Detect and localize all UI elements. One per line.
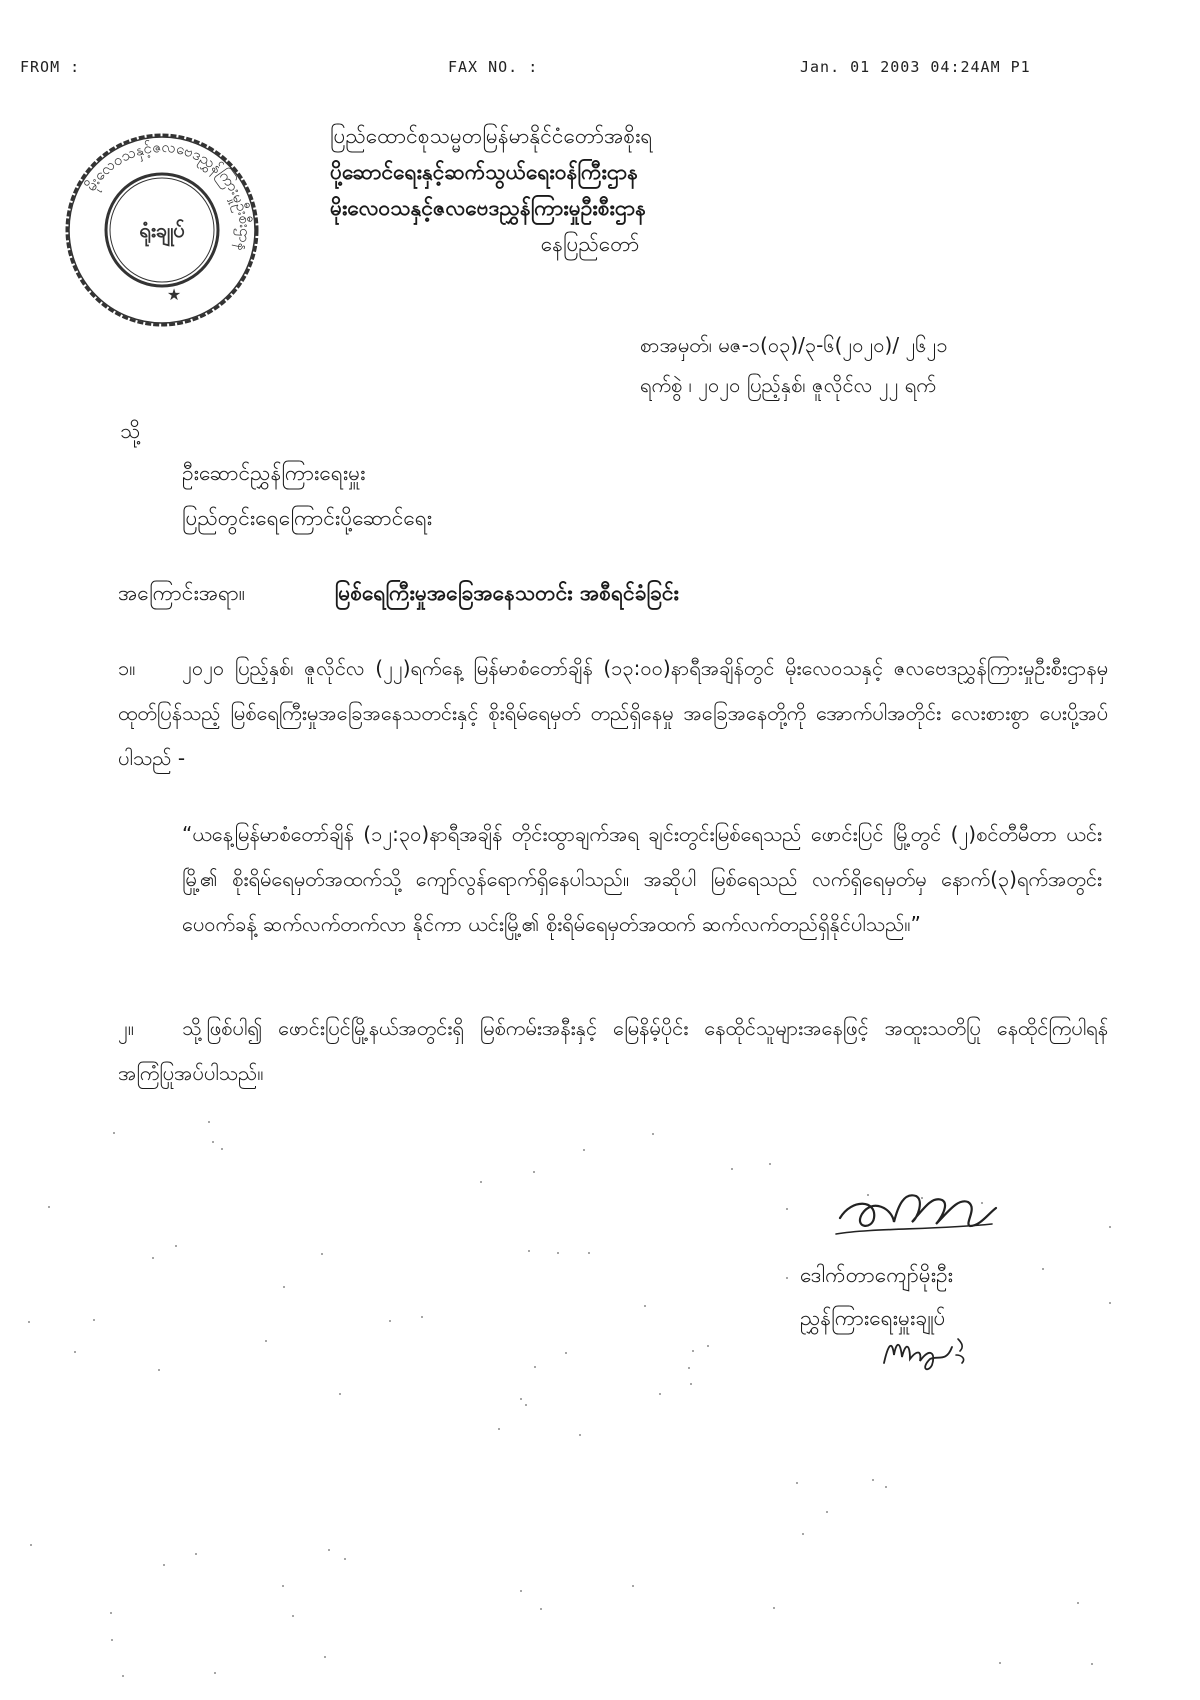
scan-speck [389,1320,391,1322]
scan-speck [195,1553,197,1555]
paragraph-1-number: ၁။ [118,656,136,680]
scan-speck [652,1133,654,1135]
scan-speck [48,1206,50,1208]
scan-speck [534,1366,536,1368]
scan-speck [111,1639,113,1641]
scan-speck [885,1486,887,1488]
scan-speck [999,1662,1001,1664]
scan-speck [208,1121,210,1123]
scan-speck [773,1607,775,1609]
scan-speck [324,1656,326,1658]
scan-speck [1042,1268,1044,1270]
scan-speck [533,1171,535,1173]
paragraph-2-text: သို့ဖြစ်ပါ၍ ဖောင်းပြင်မြို့နယ်အတွင်းရှိ မြစ်ကမ်းအနီးနှင့် မြေနိမ့်ပိုင်း နေထိုင်သူများအနေဖြင့် အထူးသတိပြု နေထိုင်ကြပါရန် အကြံပြုအပ်ပါသည်။ [118,1016,1108,1085]
scan-speck [786,1277,788,1279]
scan-speck [93,1319,95,1321]
scan-speck [110,1612,112,1614]
scan-speck [520,1590,522,1592]
scan-speck [163,1564,165,1566]
scan-speck [28,1321,30,1323]
subject-line [118,580,679,611]
scan-speck [981,1202,983,1204]
handwritten-initials-icon [880,1325,970,1375]
scan-speck [557,1252,559,1254]
scan-speck [421,1316,423,1318]
scan-speck [690,1383,692,1385]
scan-speck [867,1194,869,1196]
scan-speck [731,1168,733,1170]
scan-speck [921,1197,923,1199]
scan-speck [659,1393,661,1395]
scan-speck [1091,1663,1093,1665]
signatory-name: ဒေါက်တာကျော်မိုးဦး [800,1263,954,1287]
scan-speck [1077,1602,1079,1604]
scan-speck [540,1608,542,1610]
signature-icon [832,1178,1002,1248]
seal-star-icon: ★ [166,285,182,304]
scan-speck [583,1149,585,1151]
scan-speck [214,1672,216,1674]
scan-speck [707,1345,709,1347]
fax-from-label: FROM : [20,58,81,76]
subject-text: မြစ်ရေကြီးမှုအခြေအနေသတင်း အစီရင်ခံခြင်း [334,581,679,605]
scan-speck [528,1250,530,1252]
fax-date-page: Jan. 01 2003 04:24AM P1 [800,58,1031,76]
scan-speck [265,1340,267,1342]
scan-speck [644,1305,646,1307]
scan-speck [565,1352,567,1354]
recipient-title: ဦးဆောင်ညွှန်ကြားရေးမှူး [182,461,366,485]
paragraph-1-text: ၂၀၂၀ ပြည့်နှစ်၊ ဇူလိုင်လ (၂၂)ရက်နေ့ မြန်မာစံတော်ချိန် (၁၃:၀၀)နာရီအချိန်တွင် မိုးလေဝသနှင့် ဇလဗေဒညွှန်ကြားမှုဦးစီးဌာနမှ ထုတ်ပြန်သည့် မြစ်ရေကြီးမှုအခြေအနေသတင်းနှင့် စိုးရိမ်ရေမှတ် တည်ရှိနေမှု အခြေအနေတို့ကို အောက်ပါအတိုင်း လေးစားစွာ ပေးပို့အပ်ပါသည် - [118,656,1108,770]
seal-ring-text: မိုးလေဝသနှင့်ဇလဗေဒညွှန်ကြားမှုဦးစီးဌာန [81,137,255,254]
paragraph-2-number: ၂။ [118,1016,134,1040]
scan-speck [321,1253,323,1255]
scan-speck [769,1163,771,1165]
scan-speck [802,1533,804,1535]
scan-speck [872,1479,874,1481]
letterhead-department: မိုးလေဝသနှင့်ဇလဗေဒညွှန်ကြားမှုဦးစီးဌာန [330,196,647,220]
scan-speck [175,1245,177,1247]
signatory-title: ညွှန်ကြားရေးမှူးချုပ် [800,1306,946,1330]
scan-speck [632,1585,634,1587]
scan-speck [221,1148,223,1150]
scan-speck [113,1132,115,1134]
scan-speck [498,1428,500,1430]
scan-speck [30,1544,32,1546]
scan-speck [520,1398,522,1400]
scan-speck [588,1252,590,1254]
scan-speck [796,1482,798,1484]
letter-number: စာအမှတ်၊ မဇ-၁(၀၃)/၃-၆(၂၀၂၀)/ ၂၆၂၁ [640,333,948,357]
letterhead-ministry: ပို့ဆောင်ရေးနှင့်ဆက်သွယ်ရေးဝန်ကြီးဌာန [330,160,638,184]
scan-speck [212,1141,214,1143]
scan-speck [786,1208,788,1210]
letter-date: ရက်စွဲ ၊ ၂၀၂၀ ပြည့်နှစ်၊ ဇူလိုင်လ ၂၂ ရက် [640,373,936,397]
letterhead [330,118,890,262]
paragraph-2 [118,1006,1108,1096]
scan-speck [158,1369,160,1371]
fax-number-label: FAX NO. : [448,58,539,76]
scan-speck [74,1351,76,1353]
scan-speck [282,1585,284,1587]
scan-speck [525,1404,527,1406]
scan-speck [579,1434,581,1436]
recipient-to-label: သို့ [120,419,141,443]
scan-speck [1109,1226,1111,1228]
subject-label: အကြောင်းအရာ။ [118,581,246,605]
scan-speck [480,1181,482,1183]
recipient-organization: ပြည်တွင်းရေကြောင်းပို့ဆောင်ရေး [182,506,433,530]
paragraph-1 [118,646,1108,781]
scan-speck [826,1511,828,1513]
scan-speck [692,1350,694,1352]
seal-center-text: ရုံးချုပ် [139,218,185,242]
scan-speck [344,1558,346,1560]
letterhead-city: နေပြည်တော် [540,232,640,256]
scan-speck [283,1286,285,1288]
scan-speck [688,1367,690,1369]
letterhead-government: ပြည်ထောင်စုသမ္မတမြန်မာနိုင်ငံတော်အစိုးရ [330,124,653,148]
scan-speck [122,1675,124,1677]
scan-speck [292,1615,294,1617]
official-seal-icon [62,130,262,330]
scan-speck [152,1257,154,1259]
scan-speck [1109,1302,1111,1304]
scan-speck [328,1549,330,1551]
scan-speck [339,1393,341,1395]
quoted-bulletin: “ယနေ့မြန်မာစံတော်ချိန် (၁၂:၃၀)နာရီအချိန် တိုင်းထွာချက်အရ ချင်းတွင်းမြစ်ရေသည် ဖောင်းပြင် မြို့တွင် (၂)စင်တီမီတာ ယင်းမြို့၏ စိုးရိမ်ရေမှတ်အထက်သို့ ကျော်လွန်ရောက်ရှိနေပါသည်။ အဆိုပါ မြစ်ရေသည် လက်ရှိရေမှတ်မှ နောက်(၃)ရက်အတွင်း ပေ၀က်ခန့် ဆက်လက်တက်လာ နိုင်ကာ ယင်းမြို့၏ စိုးရိမ်ရေမှတ်အထက် ဆက်လက်တည်ရှိနိုင်ပါသည်။” [182,822,1102,936]
